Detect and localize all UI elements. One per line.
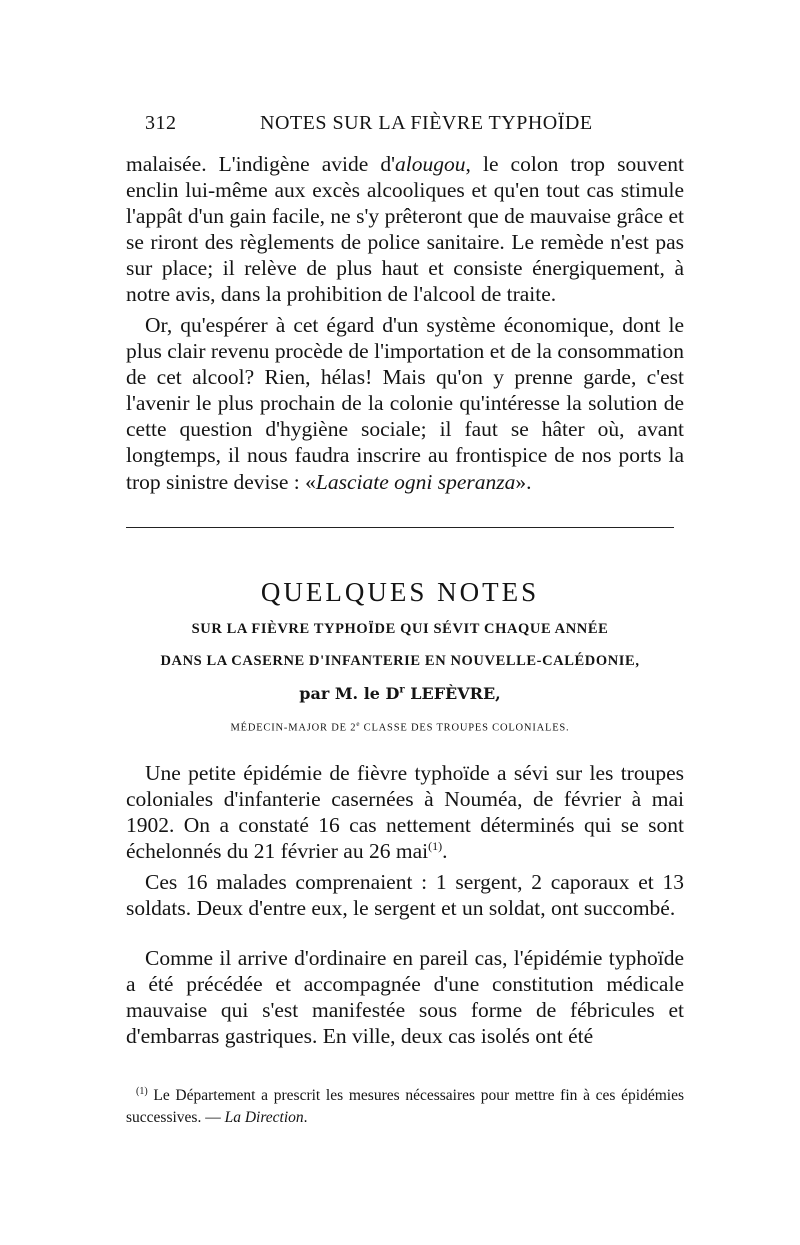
article-paragraph-3: Comme il arrive d'ordinaire en pareil cas, l'épidémie typhoïde a été précédée et accompagnée d'une constitution médicale mauvaise qui s'est manifestée sous forme de fébricules et d'embarras gastriques. En ville, deux cas isolés ont été bbox=[126, 946, 684, 1049]
running-head bbox=[145, 112, 680, 142]
italic-quote: Lasciate ogni speranza bbox=[315, 469, 516, 494]
footnote-signature: La Direction bbox=[224, 1109, 304, 1126]
byline-text: par M. le D bbox=[299, 684, 400, 703]
affiliation-text: MÉDECIN-MAJOR DE 2 bbox=[230, 722, 357, 734]
article-subtitle-line-2: DANS LA CASERNE D'INFANTERIE EN NOUVELLE-CALÉDONIE, bbox=[160, 653, 640, 669]
section-divider bbox=[126, 527, 674, 528]
affiliation-text: CLASSE DES TROUPES COLONIALES. bbox=[360, 722, 570, 734]
page-number: 312 bbox=[145, 112, 177, 134]
byline-superscript: r bbox=[399, 684, 405, 696]
italic-term: alougou bbox=[395, 152, 466, 176]
paragraph-text: , le colon trop souvent enclin lui-même aux excès alcooliques et qu'en tout cas stimule l'appât d'un gain facile, ne s'y prêteront que de mauvaise grâce et se riront des règlements de police sanitaire. Le remède n'est pas sur place; il relève de plus haut et consiste énergiquement, à notre avis, dans la prohibition de l'alcool de traite. bbox=[126, 152, 684, 307]
article-paragraph-2: Ces 16 malades comprenaient : 1 sergent, 2 caporaux et 13 soldats. Deux d'entre eux, le sergent et un soldat, ont succombé. bbox=[126, 870, 684, 921]
paragraph-text: Or, qu'espérer à cet égard d'un système économique, dont le plus clair revenu procède de l'importation et de la consommation de cet alcool? Rien, hélas! Mais qu'on y prenne garde, c'est l'avenir le plus prochain de la colonie qu'intéresse la solution de cette question d'hygiène sociale; il faut se hâter où, avant longtemps, il nous faudra inscrire au frontispice de nos ports la trop sinistre devise : « bbox=[126, 313, 684, 494]
running-title: NOTES SUR LA FIÈVRE TYPHOÏDE bbox=[260, 112, 593, 134]
paragraph-text: Une petite épidémie de fièvre typhoïde a sévi sur les troupes coloniales d'infanterie casernées à Nouméa, de février à mai 1902. On a constaté 16 cas nettement déterminés qui se sont échelonnés du 21 février au 26 mai bbox=[126, 761, 684, 864]
byline-author-name: LEFÈVRE, bbox=[404, 684, 501, 703]
footnote-text: Le Département a prescrit les mesures nécessaires pour mettre fin à ces épidémies successives. — bbox=[126, 1087, 684, 1126]
previous-article-paragraph-2 bbox=[126, 312, 684, 495]
author-byline bbox=[126, 684, 674, 703]
footnote-text: . bbox=[303, 1109, 308, 1126]
article-subtitle-line-1: SUR LA FIÈVRE TYPHOÏDE QUI SÉVIT CHAQUE ANNÉE bbox=[191, 621, 609, 637]
footnote-mark: (1) bbox=[136, 1085, 148, 1097]
article-paragraph-1 bbox=[126, 760, 684, 864]
footnote-reference[interactable]: (1) bbox=[428, 839, 443, 854]
previous-article-paragraph-1 bbox=[126, 151, 684, 308]
paragraph-text: . bbox=[442, 839, 448, 864]
paragraph-text: ». bbox=[515, 469, 532, 494]
paragraph-text: malaisée. L'indigène avide d' bbox=[126, 152, 396, 176]
affiliation-superscript: e bbox=[356, 720, 361, 728]
footnote bbox=[126, 1085, 684, 1129]
article-title: QUELQUES NOTES bbox=[260, 577, 540, 607]
author-affiliation bbox=[126, 720, 674, 734]
